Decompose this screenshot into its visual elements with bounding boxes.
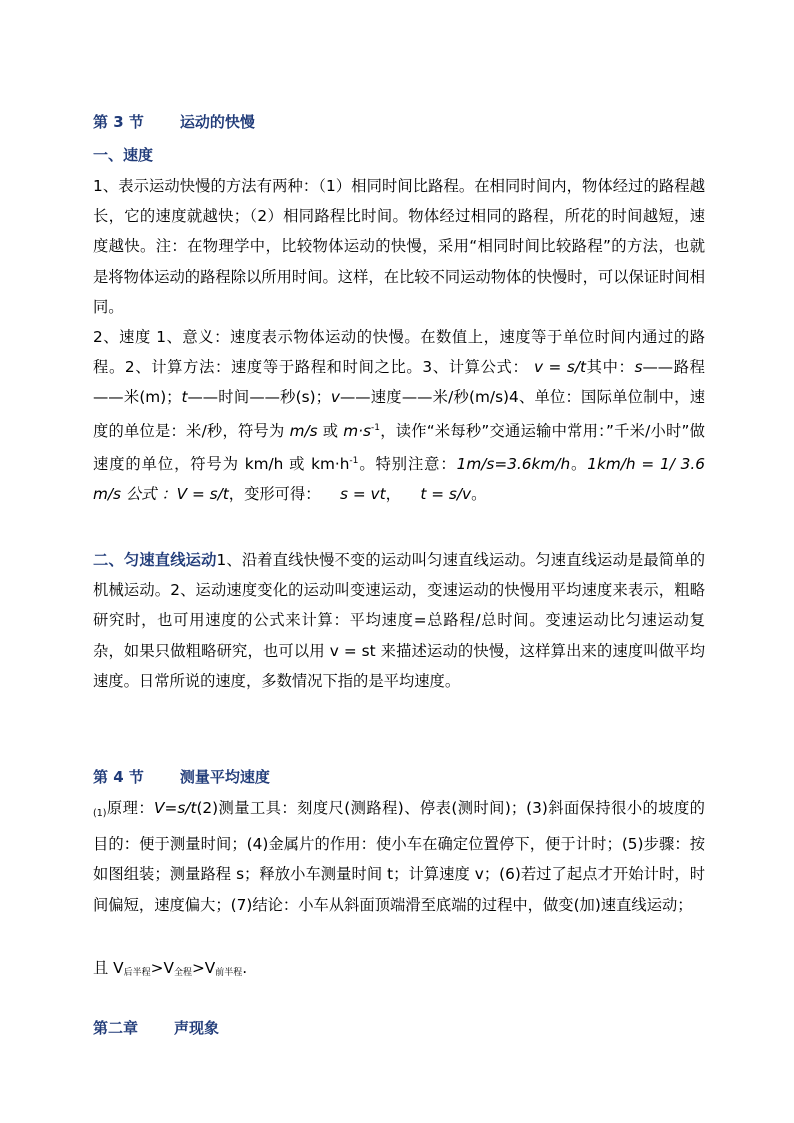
section-title: 运动的快慢 [179,113,255,131]
subheading-speed: 一、速度 [93,146,154,164]
section-3-heading [93,112,255,132]
speed-comparison-line: 且 $V_{后半程}>V_{全程}>V_{前半程}$. [93,959,248,978]
formula-unit-conversion: 1m/s=3.6km/h [456,455,571,473]
formula-unit-conversion-2: 1km/h = 1/ 3.6 m/s 公式 ：V = s/t [93,455,705,504]
formula-v-st: v = s/t [533,358,586,377]
chapter-2-heading [93,1018,219,1038]
subheading-uniform-motion: 二、匀速直线运动 [93,551,217,569]
paragraph-speed-definition: 2、速度 1、意义：速度表示物体运动的快慢。在数值上，速度等于单位时间内通过的路程。2、计算方法：速度等于路程和时间之比。3、计算公式： v = s/t其中：s——路程——米(m)；t——时间——秒(s)；v——速度——米/秒(m/s)4、单位：国际单位制中，速度的单位是：米/秒，符号为 m/s 或 $m\cdot s^{-1}$，读作“米每秒”交通运输中常用：”千米/小时”做速度的单位，符号为 km/h 或 $km\cdot h^{-1}$。特别注意：1m/s=3.6km/h。1km/h = 1/ 3.6 m/s 公式 ：V = s/t，变形可得： s = vt， t = s/v。 [93,328,705,504]
section-4-heading [93,767,270,787]
paragraph-measure-speed: (1)原理：V=s/t(2)测量工具：刻度尺(测路程)、停表(测时间)；(3)斜面保持很小的坡度的目的：便于测量时间；(4)金属片的作用：使小车在确定位置停下，便于计时；(5)步骤：按如图组装；测量路程 s；释放小车测量时间 t；计算速度 v；(6)若过了起点才开始计时，时间偏短，速度偏大；(7)结论：小车从斜面顶端滑至底端的过程中，做变(加)速直线运动； [93,799,705,914]
paragraph-speed-methods: 1、表示运动快慢的方法有两种：（1）相同时间比路程。在相同时间内，物体经过的路程越长，它的速度就越快；（2）相同路程比时间。物体经过相同的路程，所花的时间越短，速度越快。注：在物理学中，比较物体运动的快慢，采用“相同时间比较路程”的方法，也就是将物体运动的路程除以所用时间。这样，在比较不同运动物体的快慢时，可以保证时间相同。 [93,177,705,316]
section-number: 第 4 节 [93,768,144,786]
chapter-title: 声现象 [174,1019,220,1037]
chapter-number: 第二章 [93,1019,139,1037]
formula-average-speed: V=s/t [154,799,197,817]
paragraph-uniform-motion: 二、匀速直线运动1、沿着直线快慢不变的运动叫匀速直线运动。匀速直线运动是最简单的机械运动。2、运动速度变化的运动叫变速运动，变速运动的快慢用平均速度来表示，粗略研究时，也可用速度的公式来计算：平均速度=总路程/总时间。变速运动比匀速运动复杂，如果只做粗略研究，也可以用 v = st 来描述运动的快慢，这样算出来的速度叫做平均速度。日常所说的速度，多数情况下指的是平均速度。 [93,551,705,690]
section-number: 第 3 节 [93,113,144,131]
section-title: 测量平均速度 [179,768,270,786]
